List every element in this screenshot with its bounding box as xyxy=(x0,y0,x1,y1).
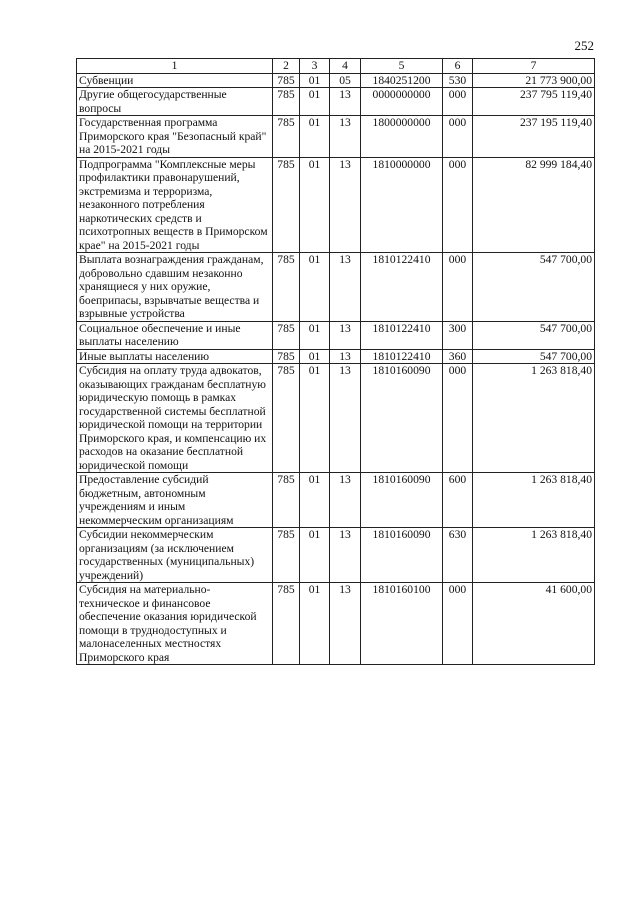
row-amount: 1 263 818,40 xyxy=(473,473,595,528)
row-subsection: 13 xyxy=(330,88,361,116)
row-target-article: 1810160090 xyxy=(361,473,443,528)
row-section: 01 xyxy=(300,583,330,665)
table-row xyxy=(77,116,595,158)
table-row xyxy=(77,73,595,88)
row-section: 01 xyxy=(300,528,330,583)
row-name: Субвенции xyxy=(77,73,273,88)
row-target-article: 1810122410 xyxy=(361,321,443,349)
row-target-article: 1810160090 xyxy=(361,528,443,583)
table-row xyxy=(77,88,595,116)
row-amount: 1 263 818,40 xyxy=(473,364,595,473)
row-expense-type: 600 xyxy=(443,473,473,528)
row-amount: 1 263 818,40 xyxy=(473,528,595,583)
row-section: 01 xyxy=(300,73,330,88)
row-target-article: 1810122410 xyxy=(361,253,443,322)
page-number: 252 xyxy=(574,38,594,53)
row-expense-type: 530 xyxy=(443,73,473,88)
column-header: 7 xyxy=(473,59,595,74)
column-header: 6 xyxy=(443,59,473,74)
row-target-article: 1810160100 xyxy=(361,583,443,665)
column-header: 1 xyxy=(77,59,273,74)
row-name: Иные выплаты населению xyxy=(77,349,273,364)
row-code: 785 xyxy=(273,73,300,88)
row-name: Подпрограмма "Комплексные меры профилактики правонарушений, экстремизма и терроризма, незаконного потребления наркотических средств и психотропных веществ в Приморском крае" на 2015-2021 годы xyxy=(77,157,273,253)
row-expense-type: 000 xyxy=(443,364,473,473)
row-target-article: 0000000000 xyxy=(361,88,443,116)
row-name: Государственная программа Приморского края "Безопасный край" на 2015-2021 годы xyxy=(77,116,273,158)
row-target-article: 1810000000 xyxy=(361,157,443,253)
row-expense-type: 000 xyxy=(443,88,473,116)
row-subsection: 13 xyxy=(330,583,361,665)
row-name: Субсидия на материально-техническое и финансовое обеспечение оказания юридической помощи в труднодоступных и малонаселенных местностях Приморского края xyxy=(77,583,273,665)
row-amount: 21 773 900,00 xyxy=(473,73,595,88)
row-expense-type: 000 xyxy=(443,253,473,322)
row-target-article: 1810160090 xyxy=(361,364,443,473)
row-amount: 41 600,00 xyxy=(473,583,595,665)
row-name: Субсидии некоммерческим организациям (за исключением государственных (муниципальных) учреждений) xyxy=(77,528,273,583)
row-subsection: 13 xyxy=(330,364,361,473)
row-code: 785 xyxy=(273,364,300,473)
row-subsection: 05 xyxy=(330,73,361,88)
table-row xyxy=(77,583,595,665)
table-row xyxy=(77,157,595,253)
row-expense-type: 000 xyxy=(443,116,473,158)
header-row xyxy=(77,59,595,74)
row-amount: 82 999 184,40 xyxy=(473,157,595,253)
row-name: Другие общегосударственные вопросы xyxy=(77,88,273,116)
table-row xyxy=(77,473,595,528)
column-header: 5 xyxy=(361,59,443,74)
row-code: 785 xyxy=(273,253,300,322)
row-code: 785 xyxy=(273,157,300,253)
column-header: 3 xyxy=(300,59,330,74)
row-target-article: 1840251200 xyxy=(361,73,443,88)
table-row xyxy=(77,528,595,583)
row-expense-type: 000 xyxy=(443,583,473,665)
row-section: 01 xyxy=(300,157,330,253)
row-name: Выплата вознаграждения гражданам, добровольно сдавшим незаконно хранящиеся у них оружие, боеприпасы, взрывчатые вещества и взрывные устройства xyxy=(77,253,273,322)
row-expense-type: 630 xyxy=(443,528,473,583)
table-body xyxy=(77,73,595,665)
row-subsection: 13 xyxy=(330,116,361,158)
row-code: 785 xyxy=(273,321,300,349)
row-code: 785 xyxy=(273,349,300,364)
row-subsection: 13 xyxy=(330,253,361,322)
row-section: 01 xyxy=(300,364,330,473)
row-section: 01 xyxy=(300,349,330,364)
row-subsection: 13 xyxy=(330,157,361,253)
table-row xyxy=(77,321,595,349)
row-amount: 237 195 119,40 xyxy=(473,116,595,158)
row-code: 785 xyxy=(273,116,300,158)
row-code: 785 xyxy=(273,473,300,528)
row-section: 01 xyxy=(300,88,330,116)
row-subsection: 13 xyxy=(330,349,361,364)
row-name: Предоставление субсидий бюджетным, автономным учреждениям и иным некоммерческим организациям xyxy=(77,473,273,528)
row-name: Социальное обеспечение и иные выплаты населению xyxy=(77,321,273,349)
table-header xyxy=(77,59,595,74)
row-code: 785 xyxy=(273,528,300,583)
row-section: 01 xyxy=(300,321,330,349)
row-expense-type: 360 xyxy=(443,349,473,364)
row-expense-type: 300 xyxy=(443,321,473,349)
row-amount: 547 700,00 xyxy=(473,253,595,322)
row-target-article: 1800000000 xyxy=(361,116,443,158)
column-header: 4 xyxy=(330,59,361,74)
row-code: 785 xyxy=(273,583,300,665)
table-row xyxy=(77,253,595,322)
row-code: 785 xyxy=(273,88,300,116)
row-target-article: 1810122410 xyxy=(361,349,443,364)
row-amount: 547 700,00 xyxy=(473,321,595,349)
row-section: 01 xyxy=(300,116,330,158)
row-subsection: 13 xyxy=(330,473,361,528)
row-section: 01 xyxy=(300,473,330,528)
row-subsection: 13 xyxy=(330,321,361,349)
row-name: Субсидия на оплату труда адвокатов, оказывающих гражданам бесплатную юридическую помощь в рамках государственной системы бесплатной юридической помощи на территории Приморского края, и компенсацию их расходов на оказание бесплатной юридической помощи xyxy=(77,364,273,473)
column-header: 2 xyxy=(273,59,300,74)
table-row xyxy=(77,349,595,364)
row-section: 01 xyxy=(300,253,330,322)
row-expense-type: 000 xyxy=(443,157,473,253)
row-subsection: 13 xyxy=(330,528,361,583)
budget-table xyxy=(76,58,595,665)
row-amount: 237 795 119,40 xyxy=(473,88,595,116)
table-row xyxy=(77,364,595,473)
row-amount: 547 700,00 xyxy=(473,349,595,364)
